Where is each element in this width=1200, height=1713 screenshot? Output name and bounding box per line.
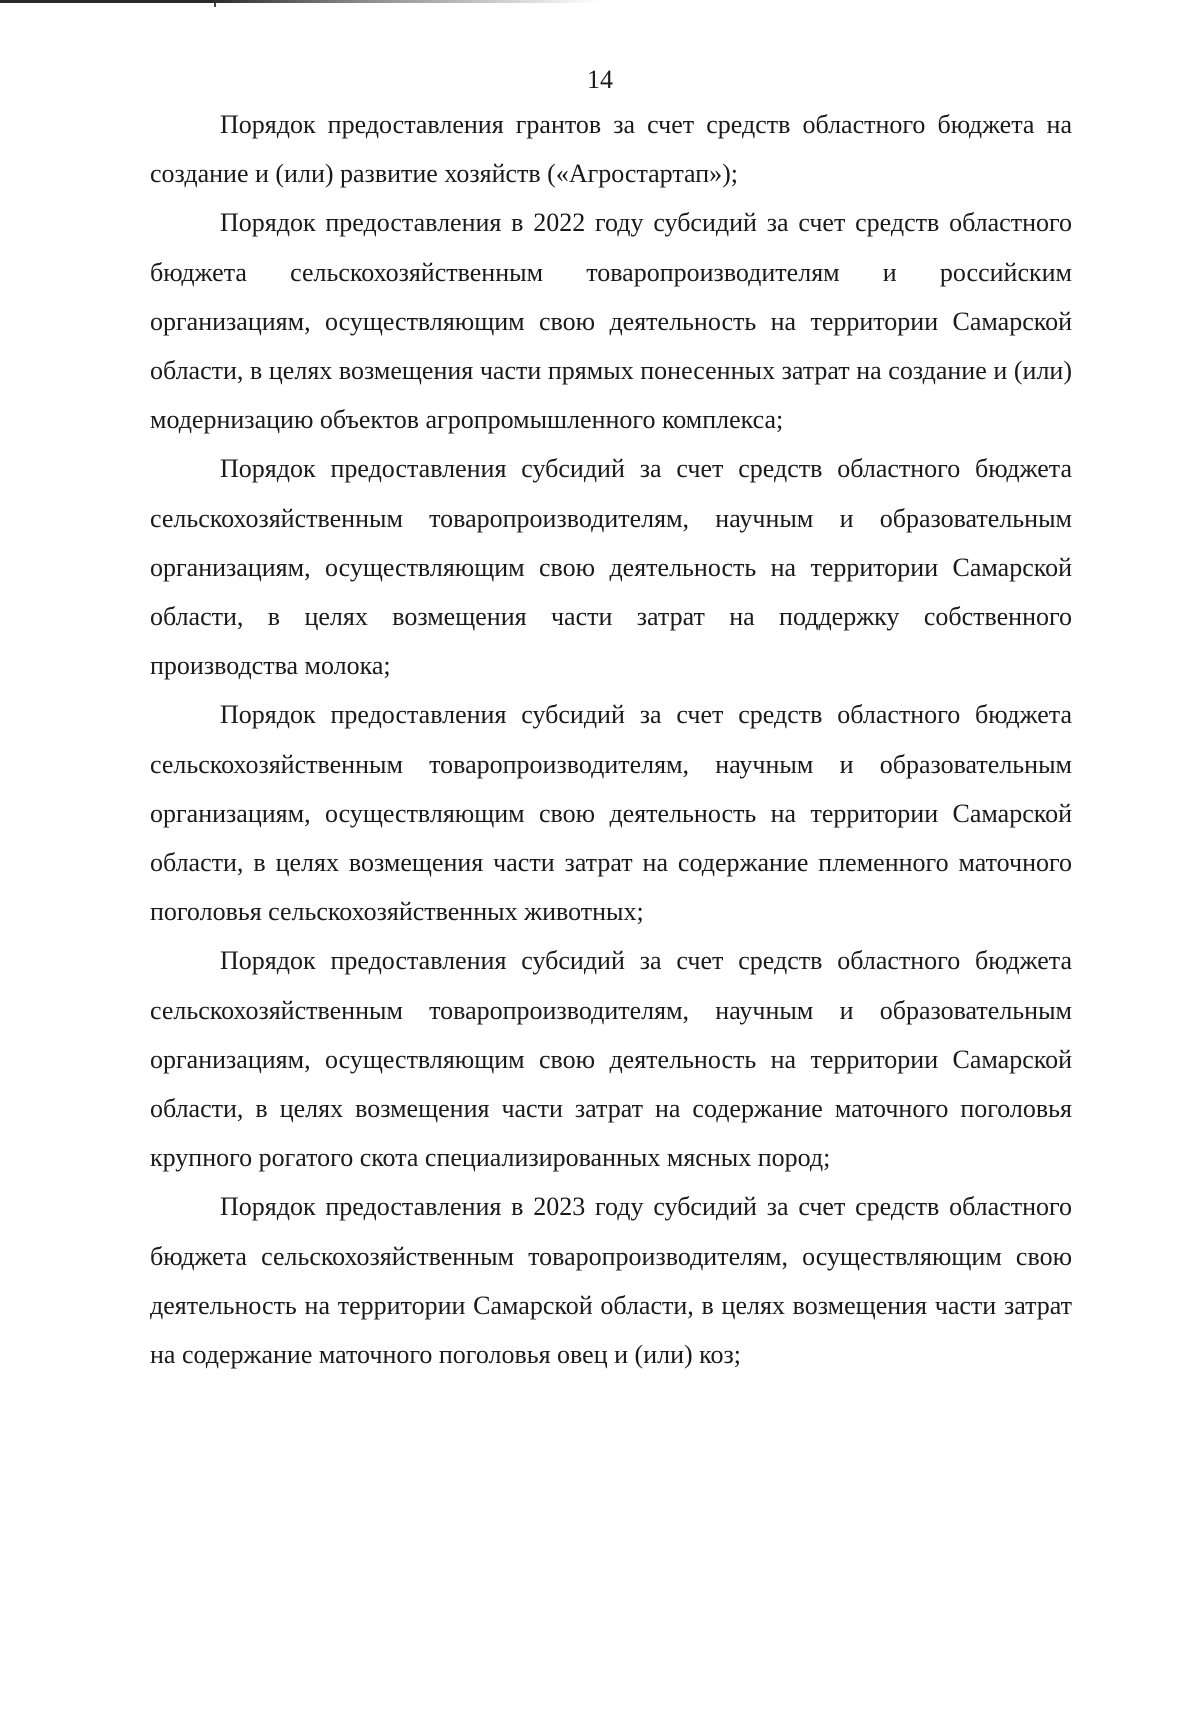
- page-number: 14: [587, 65, 613, 94]
- paragraph: Порядок предоставления субсидий за счет средств областного бюджета сельскохозяйственным товаропроизводителям, научным и образовательным организациям, осуществляющим свою деятельность на территории Самарской области, в целях возмещения части затрат на содержание племенного маточного поголовья сельскохозяйственных животных;: [150, 700, 1072, 927]
- paragraph: Порядок предоставления субсидий за счет средств областного бюджета сельскохозяйственным товаропроизводителям, научным и образовательным организациям, осуществляющим свою деятельность на территории Самарской области, в целях возмещения части затрат на содержание маточного поголовья крупного рогатого скота специализированных мясных пород;: [150, 946, 1072, 1173]
- paragraph: Порядок предоставления субсидий за счет средств областного бюджета сельскохозяйственным товаропроизводителям, научным и образовательным организациям, осуществляющим свою деятельность на территории Самарской области, в целях возмещения части затрат на поддержку собственного производства молока;: [150, 454, 1072, 681]
- paragraph: Порядок предоставления грантов за счет средств областного бюджета на создание и (или) развитие хозяйств («Агростартап»);: [150, 110, 1072, 189]
- paragraph: Порядок предоставления в 2023 году субсидий за счет средств областного бюджета сельскохозяйственным товаропроизводителям, осуществляющим свою деятельность на территории Самарской области, в целях возмещения части затрат на содержание маточного поголовья овец и (или) коз;: [150, 1192, 1072, 1370]
- scan-edge-mark: [214, 3, 216, 7]
- paragraph: Порядок предоставления в 2022 году субсидий за счет средств областного бюджета сельскохозяйственным товаропроизводителям и российским организациям, осуществляющим свою деятельность на территории Самарской области, в целях возмещения части прямых понесенных затрат на создание и (или) модернизацию объектов агропромышленного комплекса;: [150, 208, 1072, 435]
- scan-edge-line: [0, 0, 600, 3]
- document-body: [150, 100, 1072, 1379]
